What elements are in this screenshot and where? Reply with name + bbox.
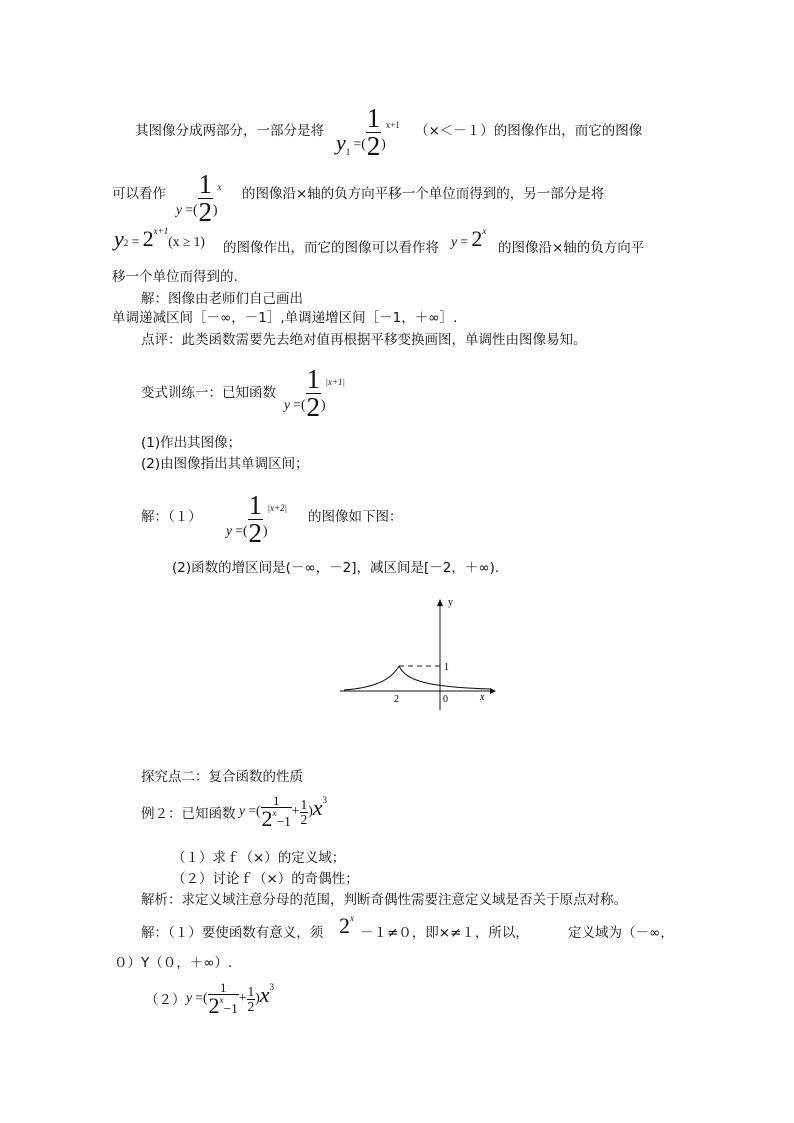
fraction-half <box>198 171 214 226</box>
plus-sign: + <box>238 990 247 1006</box>
paragraph-line <box>112 182 166 202</box>
text: 可以看作 <box>112 186 166 202</box>
numerator: 1 <box>247 984 255 999</box>
text: 的图像沿×轴的负方向平移一个单位而得到的，另一部分是将 <box>242 186 605 202</box>
formula-abs1 <box>284 356 345 420</box>
fraction-half <box>247 985 256 1013</box>
text: 变式训练一：已知函数 <box>141 385 276 401</box>
paragraph-line <box>141 381 276 401</box>
eq-sign: = <box>460 234 468 249</box>
exponent: 3 <box>269 982 275 993</box>
fraction-main <box>261 794 292 830</box>
text: 例２：已知函数 <box>141 806 236 822</box>
plus-sign: + <box>291 803 300 819</box>
denominator: 2 <box>366 131 381 161</box>
paragraph-line <box>308 505 403 525</box>
paren: ) <box>213 201 218 217</box>
paren: ( <box>193 201 198 217</box>
minus-one: −1 <box>276 814 291 829</box>
numerator: 1 <box>198 169 212 199</box>
base: 2 <box>261 806 273 831</box>
paren: ( <box>203 990 208 1006</box>
paragraph-line: 单调递减区间［－∞，－1］,单调递增区间［－1，＋∞］. <box>112 310 458 326</box>
denominator <box>261 807 292 830</box>
text: （×＜－１）的图像作出，而它的图像 <box>415 123 643 139</box>
paragraph-line: (2)由图像指出其单调区间； <box>141 456 309 472</box>
formula-half-x <box>176 163 222 227</box>
paragraph-line <box>141 921 323 941</box>
exponent: 3 <box>322 795 328 806</box>
subscript: 1 <box>345 146 351 157</box>
numerator: 1 <box>219 980 227 995</box>
fraction-half <box>248 492 264 547</box>
denominator: 2 <box>300 811 308 827</box>
paragraph-line: (2)函数的增区间是(－∞，－2]，减区间是[－2，＋∞). <box>172 560 500 576</box>
paragraph-line: （２）讨论ｆ（×）的奇偶性； <box>172 871 359 887</box>
fraction-half <box>366 105 382 160</box>
paragraph-line <box>141 802 236 822</box>
paragraph-line: （１）求ｆ（×）的定义域； <box>172 850 346 866</box>
paragraph-line <box>498 236 644 256</box>
formula-abs2 <box>226 482 287 546</box>
paragraph-line: 移一个单位而得到的. <box>112 269 238 285</box>
paragraph-line <box>141 505 202 525</box>
text: 解：（１）要使函数有意义，须 <box>141 925 324 941</box>
numerator: 1 <box>306 364 320 394</box>
minus-one: −1 <box>223 1001 238 1016</box>
paragraph-line <box>223 236 439 256</box>
paragraph-line: 解：图像由老师们自己画出 <box>141 291 303 307</box>
base: 2 <box>471 226 483 251</box>
fraction-half <box>300 798 309 826</box>
denominator: 2 <box>306 392 320 422</box>
eq-sign: = <box>195 990 203 1006</box>
text: 其图像分成两部分，一部分是将 <box>135 123 324 139</box>
var-x: x <box>312 795 323 821</box>
base: 2 <box>142 226 154 251</box>
var-y: y <box>176 201 182 217</box>
paragraph-line: (1)作出其图像； <box>141 435 242 451</box>
exponent: x <box>350 913 354 923</box>
paragraph-line <box>145 988 186 1008</box>
paren: ( <box>256 803 261 819</box>
paragraph-line: 解析：求定义域注意分母的范围，判断奇偶性需要注意定义域是否关于原点对称。 <box>141 892 627 908</box>
paragraph-line: ０）Υ（０，＋∞）. <box>114 955 233 971</box>
paragraph-line <box>415 119 642 139</box>
denominator <box>208 994 239 1017</box>
var-y: y <box>226 522 232 538</box>
text: －１≠０，即×≠１，所以， <box>360 925 529 941</box>
numerator: 1 <box>248 490 262 520</box>
exponent: x <box>219 995 224 1005</box>
exponent: |x+1| <box>325 376 346 387</box>
text: 解：（１） <box>141 509 202 525</box>
text: 的图像作出，而它的图像可以看作将 <box>223 240 439 256</box>
fraction-half <box>306 366 322 421</box>
tick-label-two: 2 <box>394 694 399 705</box>
var-y: y <box>284 396 290 412</box>
exponent: x <box>482 226 487 236</box>
paragraph-line <box>568 921 674 941</box>
paragraph-line <box>242 182 604 202</box>
paragraph-line <box>135 119 324 139</box>
var-x: x <box>259 982 270 1008</box>
var-y: y <box>451 234 457 249</box>
exponent: x <box>217 181 222 192</box>
paragraph-line: 点评：此类函数需要先去绝对值再根据平移变换画图，单调性由图像易知。 <box>141 332 587 348</box>
exponent: |x+2| <box>267 502 288 513</box>
eq-sign: = <box>235 522 243 538</box>
exponent: x+1 <box>153 226 169 236</box>
formula-example2 <box>239 788 327 836</box>
exponent: x <box>272 808 277 818</box>
subscript: 2 <box>123 238 129 248</box>
eq-sign: = <box>293 396 301 412</box>
eq-sign: = <box>353 135 362 151</box>
eq-sign: = <box>248 803 256 819</box>
y-axis-label: y <box>448 597 453 608</box>
var-y: y <box>114 226 124 251</box>
function-graph <box>330 592 500 712</box>
text: 定义域为（－∞， <box>568 925 674 941</box>
section-heading: 探究点二：复合函数的性质 <box>141 769 303 785</box>
var-y: y <box>239 803 245 819</box>
formula-part2 <box>186 975 274 1023</box>
var-y: y <box>186 990 192 1006</box>
text: 的图像沿×轴的负方向平 <box>498 240 645 256</box>
denominator: 2 <box>248 518 262 548</box>
fraction-main <box>208 981 239 1017</box>
paren: ) <box>255 990 260 1006</box>
formula-2x-small <box>339 913 354 939</box>
paren: ) <box>381 135 386 151</box>
denominator: 2 <box>247 998 255 1014</box>
curve-left <box>344 666 399 690</box>
condition: (x ≥ 1) <box>168 234 205 249</box>
y-axis-arrow <box>437 599 443 606</box>
text: （２） <box>145 992 186 1008</box>
paren: ( <box>301 396 306 412</box>
paren: ) <box>263 522 268 538</box>
exponent: x+1 <box>385 119 400 130</box>
formula-y1 <box>336 99 400 159</box>
base: 2 <box>208 993 220 1018</box>
x-axis-arrow <box>490 688 496 694</box>
paren: ( <box>243 522 248 538</box>
tick-label-one: 1 <box>444 662 449 673</box>
denominator: 2 <box>198 197 212 227</box>
numerator: 1 <box>272 793 280 808</box>
eq-sign: = <box>131 234 140 249</box>
paren: ) <box>321 396 326 412</box>
text: 的图像如下图： <box>308 509 403 525</box>
paren: ) <box>308 803 313 819</box>
var-y: y <box>336 129 346 155</box>
formula-2x <box>451 226 486 252</box>
paren: ( <box>361 135 366 151</box>
numerator: 1 <box>366 103 381 133</box>
base: 2 <box>339 913 350 938</box>
paragraph-line <box>360 921 529 941</box>
origin-label: 0 <box>443 694 448 705</box>
x-axis-label: x <box>480 692 485 703</box>
formula-y2 <box>114 226 205 252</box>
eq-sign: = <box>185 201 193 217</box>
numerator: 1 <box>300 797 308 812</box>
